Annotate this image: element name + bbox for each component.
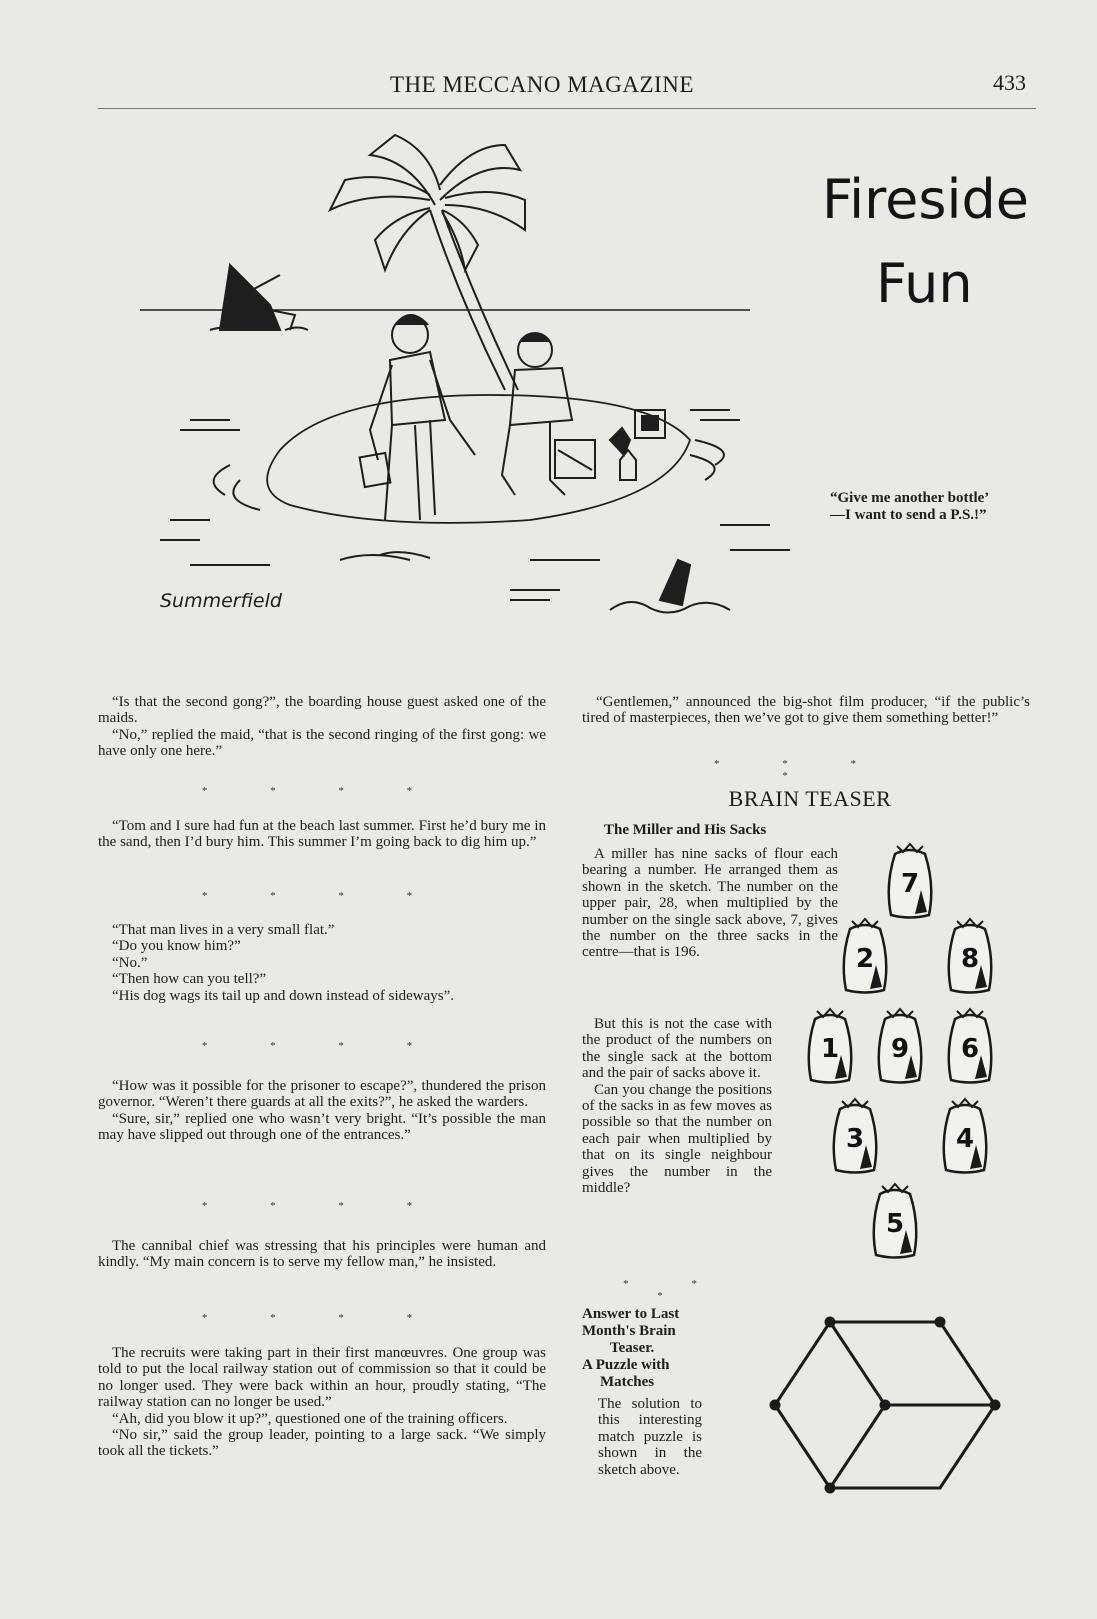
sack-label: 6 xyxy=(960,1034,980,1064)
sack-label: 2 xyxy=(855,944,875,974)
separator: * * * * xyxy=(201,1312,443,1324)
sack-label: 8 xyxy=(960,944,980,974)
sinking-ship-icon xyxy=(210,265,308,330)
matches-diagram xyxy=(740,1310,1010,1500)
caption-line-1: “Give me another bottle’ xyxy=(830,490,990,506)
sack-6 xyxy=(949,1009,992,1083)
standing-castaway-icon xyxy=(360,315,475,520)
title-fireside: Fireside xyxy=(822,168,1030,231)
match-bottom xyxy=(826,1484,940,1492)
match-lower-left xyxy=(771,1401,830,1488)
sack-5 xyxy=(874,1184,917,1258)
sack-3 xyxy=(834,1099,877,1173)
page-number: 433 xyxy=(993,70,1026,95)
joke-5: The cannibal chief was stressing that his principles were human and kindly. “My main concern is to serve my fellow man,” he insisted. xyxy=(98,1238,546,1271)
brain-teaser-heading: BRAIN TEASER xyxy=(728,786,892,811)
sack-4 xyxy=(944,1099,987,1173)
cartoonist-signature: Summerfield xyxy=(160,590,282,612)
answer-heading: Answer to Last Month's Brain Teaser. A Puzzle with Matches xyxy=(582,1306,680,1390)
answer-text: The solution to this interesting match puzzle is shown in the sketch above. xyxy=(598,1396,702,1478)
sitting-castaway-icon xyxy=(502,333,595,495)
match-upper-right xyxy=(936,1318,995,1405)
sack-label: 5 xyxy=(885,1209,905,1239)
match-upper-left xyxy=(775,1322,830,1405)
joke-2: “Tom and I sure had fun at the beach last summer. First he’d bury me in the sand, then I’d bury him. This summer I’m going back to dig him up.” xyxy=(98,818,546,851)
page-header xyxy=(98,70,1036,109)
teaser-text-2: But this is not the case with the product of the numbers on the single sack at the bottom and the pair of sacks above it. Can you change the positions of the sacks in as few moves as possible so that the number on each pair when multiplied by that on its single neighbour gives the number in the middle? xyxy=(582,1016,772,1197)
sack-label: 7 xyxy=(900,869,920,899)
magazine-title: THE MECCANO MAGAZINE xyxy=(390,72,694,97)
sack-label: 3 xyxy=(845,1124,865,1154)
teaser-subheading: The Miller and His Sacks xyxy=(604,822,767,838)
joke-6: The recruits were taking part in their first manœuvres. One group was told to put the local railway station out of commission so that it could be no longer used. They were back within an hour, proudly stating, “The railway station can no longer be used.” “Ah, did you blow it up?”, questioned one of the training officers. “No sir,” said the group leader, pointing to a large sack. “We simply took all the tickets.” xyxy=(98,1345,546,1460)
separator: * * * * xyxy=(201,1040,443,1052)
match-lower-right xyxy=(940,1401,999,1488)
match-top xyxy=(826,1318,940,1326)
floating-bottle-icon xyxy=(610,560,730,613)
sack-2 xyxy=(844,919,887,993)
separator: * * * * xyxy=(201,1200,443,1212)
sack-9 xyxy=(879,1009,922,1083)
sack-1 xyxy=(809,1009,852,1083)
sack-8 xyxy=(949,919,992,993)
joke-3: “That man lives in a very small flat.” “Do you know him?” “No.” “Then how can you tell?” “His dog wags its tail up and down instead of sideways”. xyxy=(112,922,455,1004)
caption-line-2: —I want to send a P.S.!” xyxy=(830,507,987,523)
separator: * * * * xyxy=(714,758,886,782)
joke-film-producer: “Gentlemen,” announced the big-shot film producer, “if the public’s tired of masterpieces, then we’ve got to give them something better!” xyxy=(582,694,1030,727)
title-fun: Fun xyxy=(876,252,973,315)
separator: * * * * xyxy=(201,785,443,797)
joke-4: “How was it possible for the prisoner to escape?”, thundered the prison governor. “Weren’t there guards at all the exits?”, he asked the warders. “Sure, sir,” replied one who wasn’t very bright. “It’s possible the man may have slipped out through one of the entrances.” xyxy=(98,1078,546,1144)
sack-label: 9 xyxy=(890,1034,910,1064)
sacks-diagram xyxy=(800,830,1040,1290)
joke-1: “Is that the second gong?”, the boarding house guest asked one of the maids. “No,” replied the maid, “that is the second ringing of the first gong: we have only one here.” xyxy=(98,694,546,760)
cartoon-illustration xyxy=(130,120,820,660)
cartoon-caption xyxy=(830,490,1040,524)
sack-label: 1 xyxy=(820,1034,840,1064)
separator-short: * * * xyxy=(623,1278,727,1302)
sack-label: 4 xyxy=(955,1124,975,1154)
sack-7 xyxy=(889,844,932,918)
match-inner-3 xyxy=(830,1405,885,1488)
match-inner-1 xyxy=(830,1322,889,1409)
separator: * * * * xyxy=(201,890,443,902)
teaser-text: A miller has nine sacks of flour each bearing a number. He arranged them as shown in the sketch. The number on the upper pair, 28, when multiplied by the number on the single sack above, 7, gives the number on the three sacks in the centre—that is 196. xyxy=(582,846,838,961)
